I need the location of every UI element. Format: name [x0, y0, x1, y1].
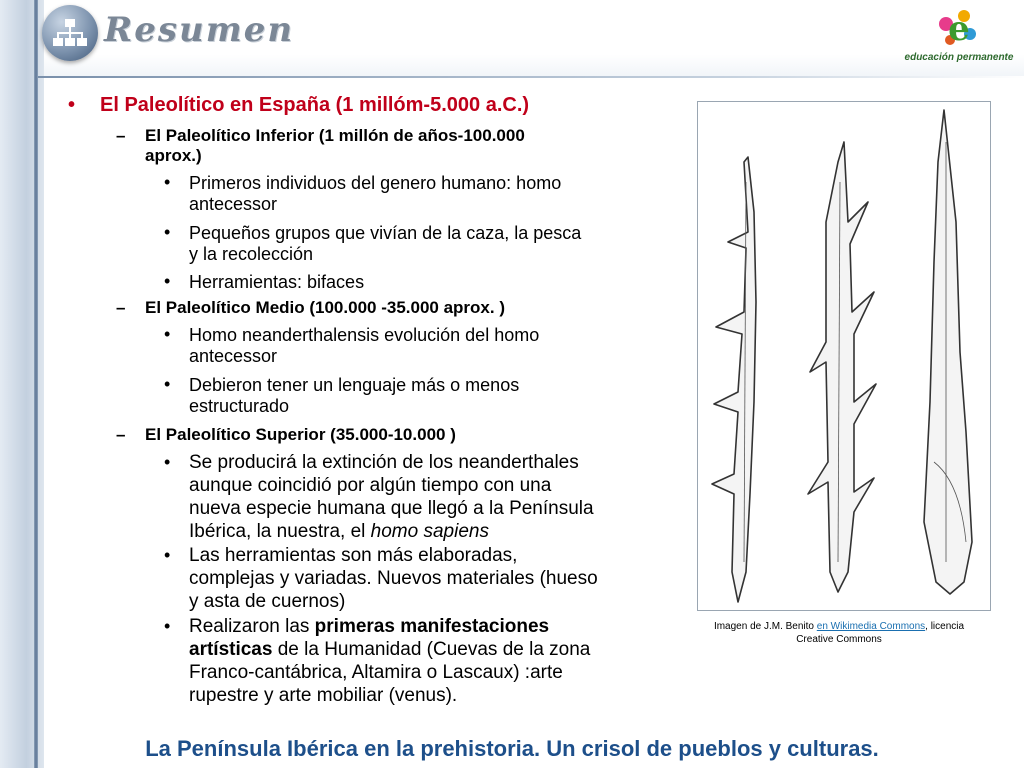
list-item-line: estructurado — [189, 396, 290, 416]
list-item-line: Homo neanderthalensis evolución del homo — [189, 325, 540, 345]
list-item — [189, 451, 694, 543]
list-item-line: aunque coincidió por algún tiempo con una — [189, 475, 552, 496]
list-item — [189, 375, 694, 417]
list-item-line: Ibérica, la nuestra, el — [189, 521, 371, 542]
header-divider — [38, 76, 1024, 78]
brand-text: educación permanente — [904, 52, 1014, 63]
harpoon-1 — [712, 157, 756, 602]
wikimedia-link[interactable]: en Wikimedia Commons — [816, 621, 926, 632]
list-item — [189, 325, 694, 367]
list-item-line: Realizaron las — [189, 616, 315, 637]
section-inferior-title — [145, 126, 695, 166]
dash-medio: – — [116, 298, 126, 317]
list-item-line: y la recolección — [189, 244, 314, 264]
list-item-line: y asta de cuernos) — [189, 591, 346, 612]
bullet: • — [164, 452, 171, 472]
list-item-line: nueva especie humana que llegó a la Península — [189, 498, 594, 519]
sitemap-logo-icon — [42, 5, 98, 61]
list-item-line: Se producirá la extinción de los neanderthales — [189, 452, 579, 473]
section-medio-title: El Paleolítico Medio (100.000 -35.000 aprox. ) — [145, 298, 505, 317]
caption-text: Imagen de J.M. Benito — [713, 621, 817, 632]
list-item-line: antecessor — [189, 346, 278, 366]
caption-text: , licencia — [925, 621, 965, 632]
list-item — [189, 223, 694, 265]
bullet: • — [164, 616, 171, 636]
list-item-line: Las herramientas son más elaboradas, — [189, 545, 518, 566]
list-item-line: Pequeños grupos que vivían de la caza, la pesca — [189, 223, 582, 243]
heading-bullet: • — [68, 94, 76, 116]
list-item-line: Primeros individuos del genero humano: homo — [189, 173, 562, 193]
list-item — [189, 272, 694, 293]
image-caption — [686, 620, 992, 646]
page-title: Resumen — [104, 10, 295, 50]
bullet: • — [164, 545, 171, 565]
section-inferior-title-l1: El Paleolítico Inferior (1 millón de años-100.000 — [145, 126, 525, 145]
section-inferior-title-l2: aprox.) — [145, 146, 202, 165]
list-item-line: antecessor — [189, 194, 278, 214]
list-item-line: de la Humanidad (Cuevas de la zona — [272, 639, 591, 660]
list-item-line: complejas y variadas. Nuevos materiales (hueso — [189, 568, 598, 589]
list-item — [189, 173, 694, 215]
footer-title: La Península Ibérica en la prehistoria. Un crisol de pueblos y culturas. — [145, 736, 879, 761]
list-item-line: Franco-cantábrica, Altamira o Lascaux) :arte — [189, 662, 563, 683]
strong-text: artísticas — [189, 639, 273, 660]
dash-superior: – — [116, 425, 126, 444]
harpoon-2 — [808, 142, 876, 592]
main-heading: El Paleolítico en España (1 millóm-5.000 a.C.) — [100, 94, 530, 116]
bullet: • — [164, 374, 171, 394]
list-item-line: Herramientas: bifaces — [189, 272, 365, 292]
brand-letter: e — [948, 9, 970, 49]
emphasis: homo sapiens — [370, 521, 489, 542]
bullet: • — [164, 172, 171, 192]
strong-text: primeras manifestaciones — [314, 616, 550, 637]
bullet: • — [164, 222, 171, 242]
list-item — [189, 544, 694, 613]
brand-logo — [904, 6, 1014, 68]
list-item — [189, 615, 694, 707]
caption-text: Creative Commons — [796, 634, 882, 645]
list-item-line: rupestre y arte mobiliar (venus). — [189, 685, 458, 706]
left-rail-line — [34, 0, 38, 768]
section-superior-title: El Paleolítico Superior (35.000-10.000 ) — [145, 425, 456, 444]
harpoon-3 — [924, 110, 972, 594]
bullet: • — [164, 271, 171, 291]
dash-inferior: – — [116, 126, 126, 145]
list-item-line: Debieron tener un lenguaje más o menos — [189, 375, 520, 395]
harpoon-illustration — [697, 101, 991, 611]
bullet: • — [164, 324, 171, 344]
